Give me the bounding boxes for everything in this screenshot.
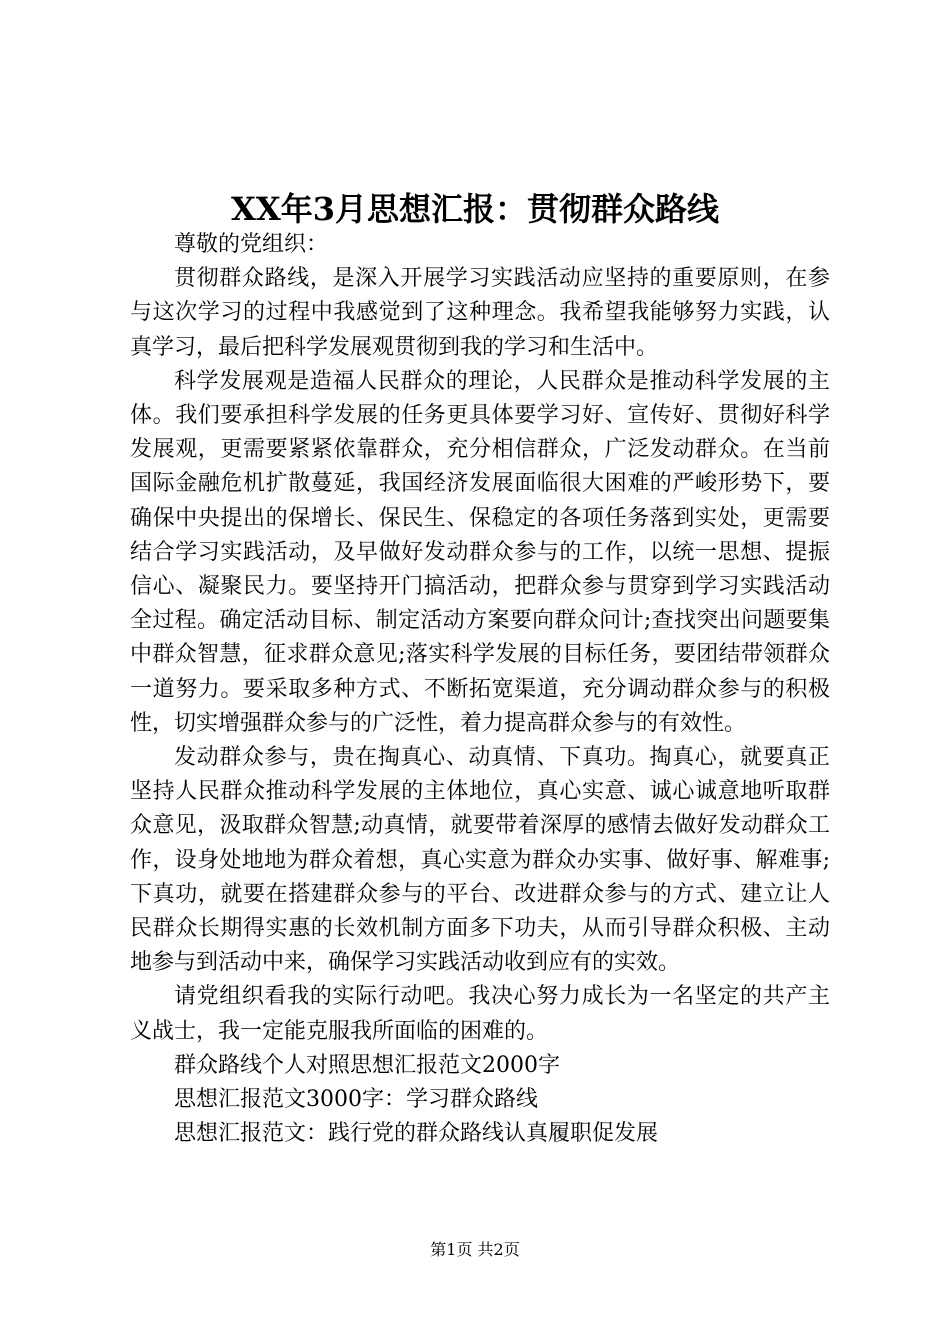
- related-article-link[interactable]: 群众路线个人对照思想汇报范文2000字: [174, 1052, 560, 1078]
- related-article-link[interactable]: 思想汇报范文：践行党的群众路线认真履职促发展: [174, 1121, 659, 1147]
- page-number-footer: 第1页 共2页: [430, 1240, 520, 1259]
- document-title: XX年3月思想汇报：贯彻群众路线: [231, 190, 719, 228]
- related-article-link[interactable]: 思想汇报范文3000字：学习群众路线: [174, 1087, 538, 1113]
- paragraph: 发动群众参与，贵在掏真心、动真情、下真功。掏真心，就要真正坚持人民群众推动科学发展的主体地位，真心实意、诚心诚意地听取群众意见，汲取群众智慧;动真情，就要带着深厚的感情去做好发动群众工作，设身处地地为群众着想，真心实意为群众办实事、做好事、解难事;下真功，就要在搭建群众参与的平台、改进群众参与的方式、建立让人民群众长期得实惠的长效机制方面多下功夫，从而引导群众积极、主动地参与到活动中来，确保学习实践活动收到应有的实效。: [130, 745, 830, 976]
- paragraph: 请党组织看我的实际行动吧。我决心努力成长为一名坚定的共产主义战士，我一定能克服我所面临的困难的。: [130, 984, 830, 1044]
- document-body: [130, 228, 830, 1151]
- paragraph: 科学发展观是造福人民群众的理论，人民群众是推动科学发展的主体。我们要承担科学发展的任务更具体要学习好、宣传好、贯彻好科学发展观，更需要紧紧依靠群众，充分相信群众，广泛发动群众。在当前国际金融危机扩散蔓延，我国经济发展面临很大困难的严峻形势下，要确保中央提出的保增长、保民生、保稳定的各项任务落到实处，更需要结合学习实践活动，及早做好发动群众参与的工作，以统一思想、提振信心、凝聚民力。要坚持开门搞活动，把群众参与贯穿到学习实践活动全过程。确定活动目标、制定活动方案要向群众问计;查找突出问题要集中群众智慧，征求群众意见;落实科学发展的目标任务，要团结带领群众一道努力。要采取多种方式、不断拓宽渠道，充分调动群众参与的积极性，切实增强群众参与的广泛性，着力提高群众参与的有效性。: [130, 368, 830, 736]
- paragraph: 贯彻群众路线，是深入开展学习实践活动应坚持的重要原则，在参与这次学习的过程中我感觉到了这种理念。我希望我能够努力实践，认真学习，最后把科学发展观贯彻到我的学习和生活中。: [130, 266, 830, 360]
- salutation: 尊敬的党组织：: [174, 232, 329, 257]
